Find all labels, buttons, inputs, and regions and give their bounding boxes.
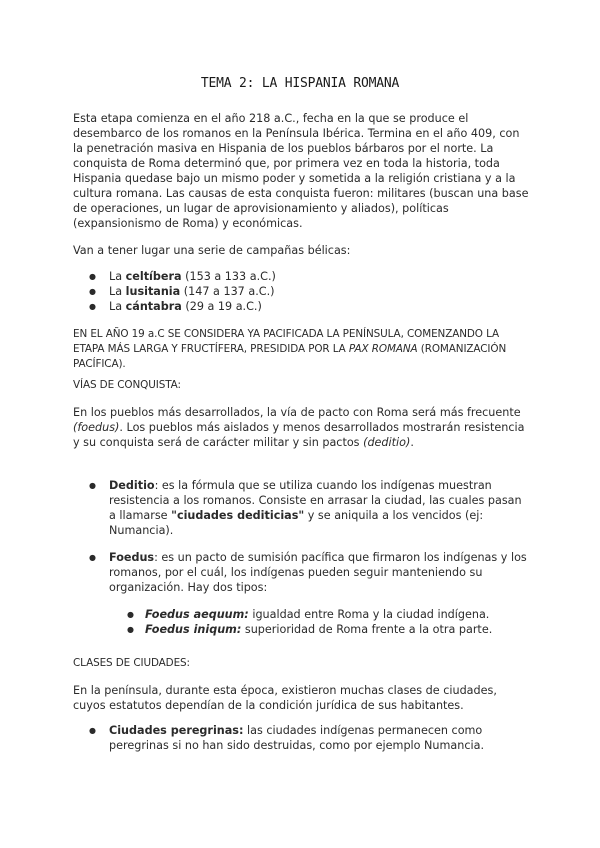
vias-heading: VÍAS DE CONQUISTA: [73, 379, 181, 391]
list-item: ● La cántabra (29 a 19 a.C.) [73, 299, 529, 314]
deditio-list [73, 478, 529, 538]
peregrinas-list [73, 723, 529, 753]
list-item: ● Foedus iniqum: superioridad de Roma frente a la otra parte. [73, 622, 529, 637]
campaign-name: cántabra [125, 300, 182, 313]
foedus-list [73, 550, 529, 595]
page-title: TEMA 2: LA HISPANIA ROMANA [200, 76, 400, 91]
clases-paragraph: En la península, durante esta época, existieron muchas clases de ciudades, cuyos estatutos dependían de la condición jurídica de sus habitantes. [73, 684, 497, 712]
list-item: ● La celtíbera (153 a 133 a.C.) [73, 269, 529, 284]
clases-heading: CLASES DE CIUDADES: [73, 657, 190, 669]
campaigns-list [73, 269, 529, 314]
list-item: ● Ciudades peregrinas: las ciudades indígenas permanecen como peregrinas si no han sido destruidas, como por ejemplo Numancia. [73, 723, 529, 753]
list-item: ● La lusitania (147 a 137 a.C.) [73, 284, 529, 299]
peregrinas-term: Ciudades peregrinas: [109, 724, 244, 737]
campaign-name: celtíbera [125, 270, 182, 283]
list-item: ● Foedus: es un pacto de sumisión pacífica que firmaron los indígenas y los romanos, por el cuál, los indígenas pueden seguir manteniendo su organización. Hay dos tipos: [73, 550, 529, 595]
intro-paragraph: Esta etapa comienza en el año 218 a.C., fecha en la que se produce el desembarco de los romanos en la Península Ibérica. Termina en el año 409, con la penetración masiva en Hispania de los pueblos bárbaros por el norte. La conquista de Roma determinó que, por primera vez en toda la historia, toda Hispania quedase bajo un mismo poder y sometida a la religión cristiana y a la cultura romana. Las causas de esta conquista fueron: militares (buscan una base de operaciones, un lugar de aprovisionamiento y aliados), políticas (expansionismo de Roma) y económicas. [73, 112, 529, 230]
vias-paragraph: En los pueblos más desarrollados, la vía de pacto con Roma será más frecuente (foedus). Los pueblos más aislados y menos desarrollados mostrarán resistencia y su conquista será de carácter militar y sin pactos (deditio). [73, 406, 525, 449]
campaigns-intro: Van a tener lugar una serie de campañas bélicas: [73, 244, 351, 257]
pacified-statement: EN EL AÑO 19 a.C SE CONSIDERA YA PACIFICADA LA PENÍNSULA, COMENZANDO LA ETAPA MÁS LARGA Y FRUCTÍFERA, PRESIDIDA POR LA PAX ROMANA (ROMANIZACIÓN PACÍFICA). [73, 328, 507, 370]
campaign-name: lusitania [125, 285, 181, 298]
list-item: ● Foedus aequum: igualdad entre Roma y la ciudad indígena. [73, 607, 529, 622]
foedus-term: Foedus [109, 551, 155, 564]
list-item: ● Deditio: es la fórmula que se utiliza cuando los indígenas muestran resistencia a los romanos. Consiste en arrasar la ciudad, las cuales pasan a llamarse "ciudades dediticias" y se aniquila a los vencidos (ej: Numancia). [73, 478, 529, 538]
foedus-types-list [73, 607, 529, 637]
deditio-term: Deditio [109, 479, 155, 492]
